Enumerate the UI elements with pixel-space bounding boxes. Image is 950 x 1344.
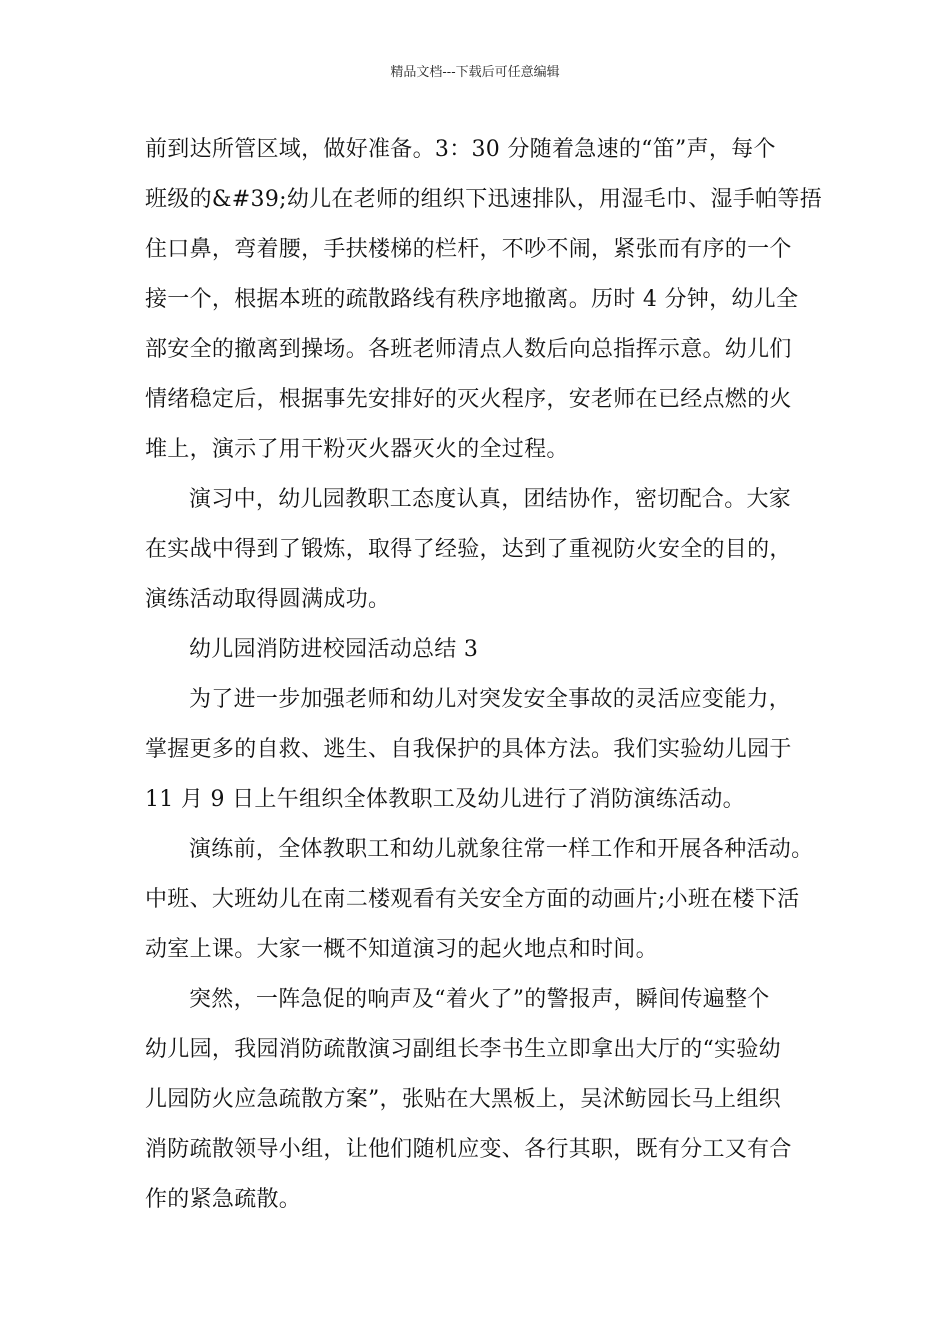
text-line: 儿园防火应急疏散方案”，张贴在大黑板上，吴沭鲂园长马上组织	[145, 1087, 781, 1112]
text-line: 演习中，幼儿园教职工态度认真，团结协作，密切配合。大家	[189, 487, 792, 512]
text-line: 在实战中得到了锻炼，取得了经验，达到了重视防火安全的目的，	[145, 537, 792, 562]
text-line: 住口鼻，弯着腰，手扶楼梯的栏杆，不吵不闹，紧张而有序的一个	[145, 237, 792, 262]
text-line: 幼儿园，我园消防疏散演习副组长李书生立即拿出大厅的“实验幼	[145, 1037, 781, 1062]
text-line: 堆上，演示了用干粉灭火器灭火的全过程。	[145, 437, 569, 462]
text-line: 中班、大班幼儿在南二楼观看有关安全方面的动画片;小班在楼下活	[145, 887, 800, 912]
text-line: 作的紧急疏散。	[145, 1187, 302, 1212]
text-line: 为了进一步加强老师和幼儿对突发安全事故的灵活应变能力，	[189, 687, 792, 712]
text-line: 部安全的撤离到操场。各班老师清点人数后向总指挥示意。幼儿们	[145, 337, 792, 362]
text-line: 班级的&#39;幼儿在老师的组织下迅速排队，用湿毛巾、湿手帕等捂	[145, 187, 823, 212]
text-line: 演练活动取得圆满成功。	[145, 587, 391, 612]
text-line: 演练前，全体教职工和幼儿就象往常一样工作和开展各种活动。	[189, 837, 814, 862]
text-line: 动室上课。大家一概不知道演习的起火地点和时间。	[145, 937, 658, 962]
text-line: 消防疏散领导小组，让他们随机应变、各行其职，既有分工又有合	[145, 1137, 792, 1162]
text-line: 前到达所管区域，做好准备。3：30 分随着急速的“笛”声，每个	[145, 137, 776, 162]
text-line: 情绪稳定后，根据事先安排好的灭火程序，安老师在已经点燃的火	[145, 387, 792, 412]
document-body	[145, 130, 823, 1230]
text-line: 接一个，根据本班的疏散路线有秩序地撤离。历时 4 分钟，幼儿全	[145, 287, 799, 312]
page-header: 精品文档---下载后可任意编辑	[390, 65, 560, 80]
text-line: 11 月 9 日上午组织全体教职工及幼儿进行了消防演练活动。	[145, 787, 745, 812]
text-line: 突然，一阵急促的响声及“着火了”的警报声，瞬间传遍整个	[189, 987, 770, 1012]
text-line: 幼儿园消防进校园活动总结 3	[189, 637, 479, 662]
text-line: 掌握更多的自救、逃生、自我保护的具体方法。我们实验幼儿园于	[145, 737, 792, 762]
